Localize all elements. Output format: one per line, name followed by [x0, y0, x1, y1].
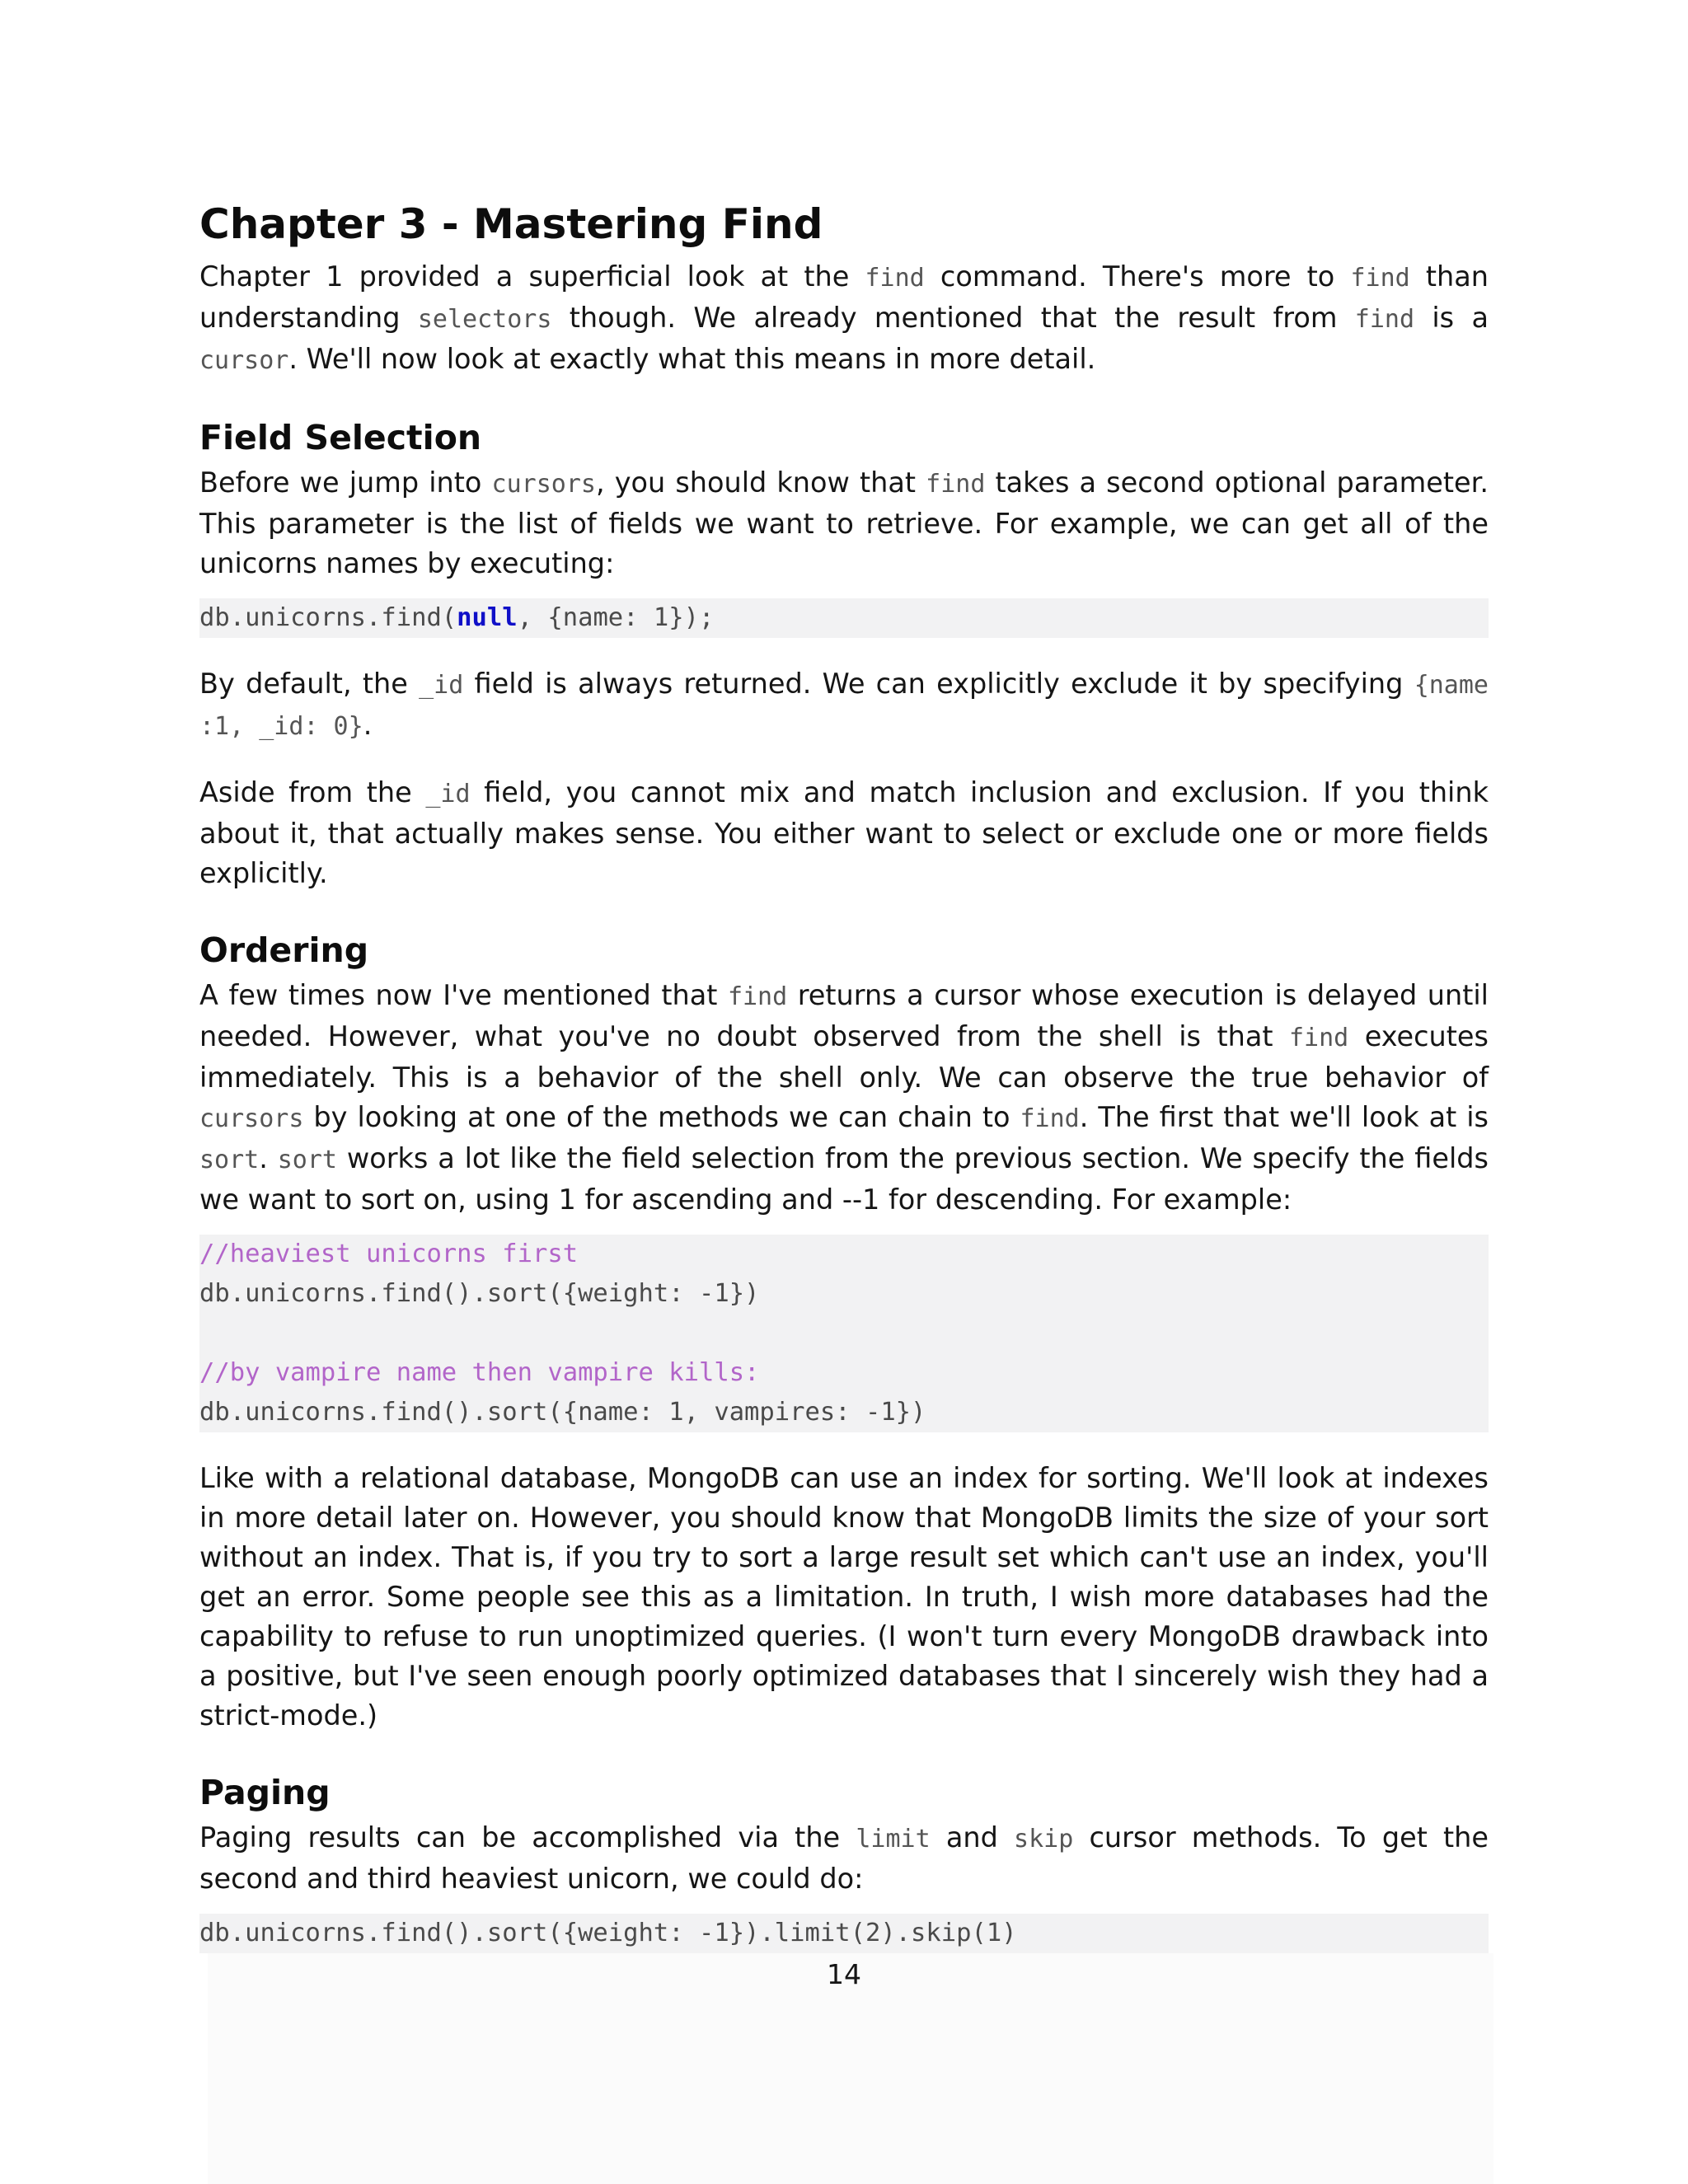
- intro-paragraph: [199, 257, 1489, 381]
- inline-code: sort: [277, 1146, 337, 1174]
- paragraph-text: Aside from the: [199, 776, 426, 808]
- code-line: db.unicorns.find().sort({weight: -1}): [199, 1279, 760, 1308]
- code-line: [199, 598, 1489, 638]
- paragraph-text: works a lot like the field selection from the previous section. We specify the fields we want to sort on, using 1 for ascending and --1 for descending. For example:: [199, 1142, 1489, 1216]
- paragraph-text: by looking at one of the methods we can chain to: [303, 1101, 1020, 1133]
- code-block-paging: [199, 1914, 1489, 1953]
- intro-text-3: than understanding: [199, 260, 1489, 334]
- paragraph-text: and: [930, 1821, 1015, 1854]
- ordering-paragraph-2: Like with a relational database, MongoDB can use an index for sorting. We'll look at indexes in more detail later on. However, you should know that MongoDB limits the size of your sort without an index. That is, if you try to sort a large result set which can't use an index, you'll get an error. Some people see this as a limitation. In truth, I wish more databases had the capability to refuse to run unoptimized queries. (I won't turn every MongoDB drawback into a positive, but I've seen enough poorly optimized databases that I sincerely wish they had a strict-mode.): [199, 1462, 1489, 1732]
- paragraph-text: cursor methods. To get the second and third heaviest unicorn, we could do:: [199, 1821, 1489, 1895]
- paragraph-text: Paging results can be accomplished via the: [199, 1821, 856, 1854]
- code-block-field-selection: [199, 598, 1489, 638]
- code-comment: //by vampire name then vampire kills:: [199, 1358, 760, 1387]
- inline-code: find: [1288, 1024, 1349, 1052]
- section-heading-ordering: Ordering: [199, 930, 369, 970]
- inline-code: find: [727, 982, 788, 1011]
- paragraph-text: By default, the: [199, 668, 420, 700]
- intro-text-5: is a: [1414, 302, 1489, 334]
- inline-code: _id: [419, 671, 464, 700]
- ordering-paragraph-1: [199, 976, 1489, 1220]
- inline-code: find: [865, 264, 925, 293]
- code-text: , {name: 1});: [517, 603, 715, 632]
- inline-code: selectors: [417, 305, 552, 334]
- code-comment: //heaviest unicorns first: [199, 1240, 579, 1268]
- paragraph-text: field, you cannot mix and match inclusion and exclusion. If you think about it, that actually makes sense. You either want to select or exclude one or more fields explicitly.: [199, 776, 1489, 889]
- intro-text-1: Chapter 1 provided a superficial look at the: [199, 260, 865, 293]
- paragraph-text: Before we jump into: [199, 466, 492, 499]
- paragraph-text: .: [259, 1142, 278, 1174]
- page-content: [199, 196, 1489, 1980]
- code-line: db.unicorns.find().sort({weight: -1}).limit(2).skip(1): [199, 1919, 1017, 1947]
- paragraph-text: returns a cursor whose execution is delayed until needed. However, what you've no doubt observed from the shell is that: [199, 979, 1489, 1052]
- paragraph-text: field is always returned. We can explicitly exclude it by specifying: [463, 668, 1414, 700]
- paragraph-text: .: [363, 709, 373, 741]
- inline-code: {name :1, _id: 0}: [199, 671, 1489, 741]
- inline-code: cursors: [491, 470, 596, 499]
- inline-code: cursors: [199, 1104, 304, 1133]
- paragraph-text: executes immediately. This is a behavior of the shell only. We can observe the true behavior of: [199, 1020, 1489, 1094]
- section-heading-field-selection: Field Selection: [199, 418, 482, 457]
- section-heading-paging: Paging: [199, 1773, 331, 1812]
- paging-paragraph-1: [199, 1818, 1489, 1899]
- intro-text-2: command. There's more to: [924, 260, 1351, 293]
- paragraph-text: takes a second optional parameter. This parameter is the list of fields we want to retrieve. For example, we can get all of the unicorns names by executing:: [199, 466, 1489, 579]
- inline-code: find: [1350, 264, 1410, 293]
- inline-code: _id: [425, 780, 471, 808]
- inline-code: limit: [856, 1825, 931, 1854]
- field-selection-paragraph-1: [199, 463, 1489, 583]
- code-keyword: null: [457, 603, 518, 632]
- inline-code: find: [1354, 305, 1415, 334]
- inline-code: find: [926, 470, 986, 499]
- paragraph-text: , you should know that: [595, 466, 926, 499]
- inline-code: skip: [1014, 1825, 1074, 1854]
- inline-code: find: [1020, 1104, 1080, 1133]
- chapter-title: Chapter 3 - Mastering Find: [199, 200, 823, 248]
- inline-code: sort: [199, 1146, 260, 1174]
- inline-code: cursor: [199, 346, 289, 375]
- code-blank-line: [199, 1314, 1489, 1353]
- field-selection-paragraph-3: [199, 773, 1489, 893]
- intro-text-4: though. We already mentioned that the result from: [551, 302, 1355, 334]
- paragraph-text: . The first that we'll look at is: [1079, 1101, 1489, 1133]
- code-line: db.unicorns.find().sort({name: 1, vampires: -1}): [199, 1398, 926, 1427]
- paragraph-text: A few times now I've mentioned that: [199, 979, 728, 1011]
- page-number: 14: [827, 1958, 861, 1990]
- code-block-ordering: [199, 1235, 1489, 1432]
- code-text: db.unicorns.find(: [199, 603, 457, 632]
- intro-text-6: . We'll now look at exactly what this means in more detail.: [288, 343, 1096, 375]
- field-selection-paragraph-2: [199, 664, 1489, 747]
